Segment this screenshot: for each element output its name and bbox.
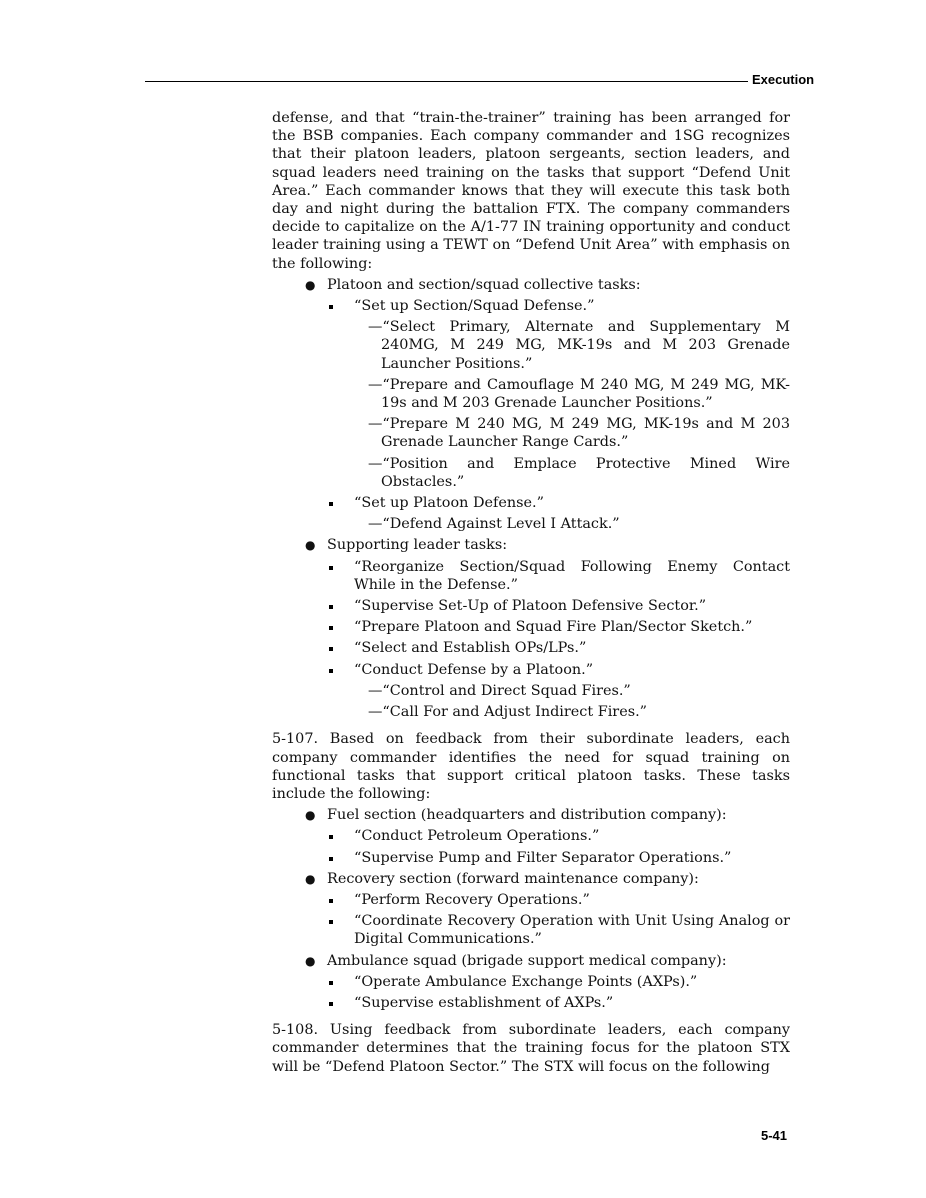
subtask-wire-obstacles: —“Position and Emplace Protective Mined Wire Obstacles.”	[368, 455, 790, 490]
task-supervise-axps: “Supervise establishment of AXPs.”	[272, 994, 790, 1012]
task-reorganize: “Reorganize Section/Squad Following Enemy Contact While in the Defense.”	[272, 558, 790, 594]
subtask-squad-fires: —“Control and Direct Squad Fires.”	[368, 682, 631, 699]
subtask-indirect-fires: —“Call For and Adjust Indirect Fires.”	[368, 704, 648, 721]
subtask-select-positions: —“Select Primary, Alternate and Supplementary M 240MG, M 249 MG, MK-19s and M 203 Grenade Launcher Positions.”	[368, 319, 790, 372]
bullet-recovery-section: ● Recovery section (forward maintenance company):	[272, 870, 790, 888]
section-title: Execution	[752, 72, 815, 87]
intro-paragraph: defense, and that “train-the-trainer” training has been arranged for the BSB companies. Each company commander and 1SG recognizes that their platoon leaders, platoon sergeants, section leaders, and squad leaders need training on the tasks that support “Defend Unit Area.” Each commander knows that they will execute this task both day and night during the battalion FTX. The company commanders decide to capitalize on the A/1-77 IN training opportunity and conduct leader training using a TEWT on “Defend Unit Area” with emphasis on the following:	[272, 110, 790, 272]
task-petroleum-ops: “Conduct Petroleum Operations.”	[272, 827, 790, 845]
task-fire-plan: “Prepare Platoon and Squad Fire Plan/Sector Sketch.”	[272, 618, 790, 636]
subtask-defend-level-i: —“Defend Against Level I Attack.”	[368, 516, 620, 533]
task-coordinate-recovery: “Coordinate Recovery Operation with Unit Using Analog or Digital Communications.”	[272, 912, 790, 948]
task-recovery-ops: “Perform Recovery Operations.”	[272, 891, 790, 909]
bullet-collective-tasks: ● Platoon and section/squad collective tasks:	[272, 276, 790, 294]
task-set-up-squad-defense: “Set up Section/Squad Defense.”	[272, 297, 790, 315]
bullet-ambulance-squad: ● Ambulance squad (brigade support medical company):	[272, 952, 790, 970]
task-operate-axps: “Operate Ambulance Exchange Points (AXPs).”	[272, 973, 790, 991]
bullet-fuel-section: ● Fuel section (headquarters and distribution company):	[272, 806, 790, 824]
bullet-leader-tasks: ● Supporting leader tasks:	[272, 536, 790, 554]
subtask-prepare-camouflage: —“Prepare and Camouflage M 240 MG, M 249 MG, MK-19s and M 203 Grenade Launcher Positions.”	[368, 376, 790, 412]
paragraph-5-107: 5-107. Based on feedback from their subordinate leaders, each company commander identifies the need for squad training on functional tasks that support critical platoon tasks. These tasks include the following:	[272, 731, 790, 802]
paragraph-5-108: 5-108. Using feedback from subordinate leaders, each company commander determines that the training focus for the platoon STX will be “Defend Platoon Sector.” The STX will focus on the following	[272, 1022, 790, 1075]
header-rule	[145, 81, 748, 82]
task-supervise-setup: “Supervise Set-Up of Platoon Defensive Sector.”	[272, 597, 790, 615]
subtask-range-cards: —“Prepare M 240 MG, M 249 MG, MK-19s and M 203 Grenade Launcher Range Cards.”	[368, 416, 790, 451]
page-body	[272, 109, 790, 1076]
page-number: 5-41	[761, 1128, 788, 1143]
task-conduct-defense: “Conduct Defense by a Platoon.”	[272, 661, 790, 679]
task-pump-filter: “Supervise Pump and Filter Separator Operations.”	[272, 849, 790, 867]
functional-tasks-list	[272, 806, 790, 1012]
task-set-up-platoon-defense: “Set up Platoon Defense.”	[272, 494, 790, 512]
leader-training-list	[272, 276, 790, 721]
task-ops-lps: “Select and Establish OPs/LPs.”	[272, 639, 790, 657]
